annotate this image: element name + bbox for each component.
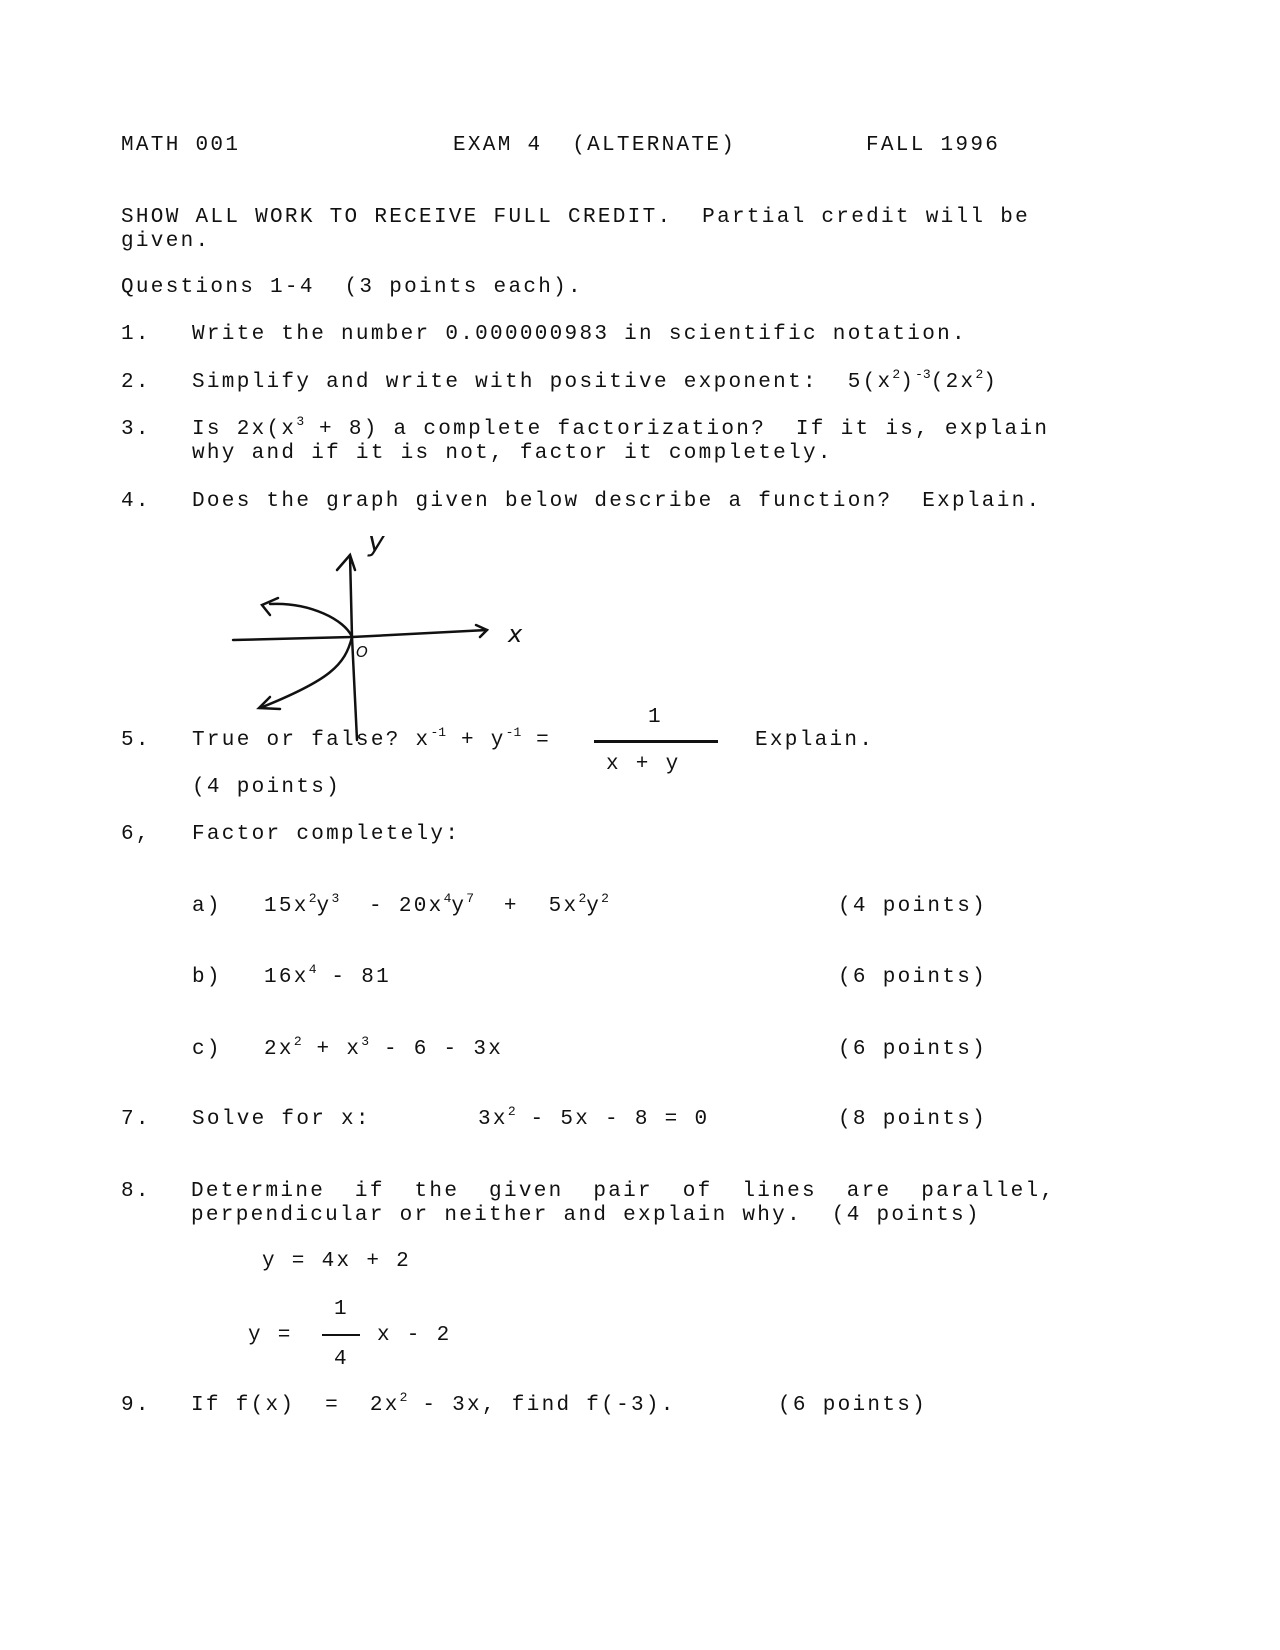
exponent: 2 — [975, 367, 984, 382]
text-segment: 2x — [264, 1038, 294, 1061]
exponent: 2 — [507, 1104, 516, 1119]
x-axis — [233, 630, 487, 640]
exam-term: FALL 1996 — [866, 134, 1001, 157]
course-name: MATH 001 — [121, 134, 241, 157]
text-segment: - 3x, find f(-3). — [407, 1394, 676, 1417]
q7-number: 7. — [121, 1108, 151, 1131]
q1-number: 1. — [121, 323, 151, 346]
q9-number: 9. — [121, 1394, 151, 1417]
graph-y-label: y — [368, 525, 387, 558]
q3-line2: why and if it is not, factor it completely. — [192, 442, 833, 465]
q6-text: Factor completely: — [192, 823, 461, 846]
q6-number: 6, — [121, 823, 151, 846]
q6a-expr — [264, 891, 609, 919]
curve-arrow-top-icon — [262, 598, 278, 615]
exponent: 4 — [308, 962, 317, 977]
exponent: -1 — [430, 725, 447, 740]
exponent: 4 — [443, 891, 452, 906]
q8-eq2-numerator: 1 — [334, 1298, 349, 1321]
q5-denominator: x + y — [606, 753, 681, 776]
exponent: 2 — [399, 1390, 408, 1405]
q9-text — [191, 1390, 676, 1418]
exponent: 7 — [466, 891, 475, 906]
q3-number: 3. — [121, 418, 151, 441]
exponent: 3 — [296, 414, 305, 429]
graph-origin-label: O — [356, 643, 371, 661]
q8-fraction-bar — [322, 1334, 360, 1336]
text-segment: + 8) a complete factorization? If it is, explain — [304, 418, 1050, 441]
text-segment: - 81 — [316, 966, 392, 989]
exponent: 2 — [892, 367, 901, 382]
text-segment: - 5x - 8 = 0 — [515, 1108, 710, 1131]
q7-text: Solve for x: — [192, 1108, 371, 1131]
graph-curve — [260, 604, 352, 708]
section-note: Questions 1-4 (3 points each). — [121, 276, 583, 299]
text-segment: True or false? x — [192, 729, 431, 752]
text-segment: Is 2x(x — [192, 418, 297, 441]
q5-fraction-bar — [594, 740, 718, 743]
instructions-line2: given. — [121, 230, 211, 253]
q5-text — [192, 725, 552, 753]
exponent: 2 — [308, 891, 317, 906]
text-segment: y — [316, 895, 332, 918]
text-segment: ) — [983, 371, 999, 394]
text-segment: - 20x — [339, 895, 444, 918]
text-segment: Simplify and write with positive exponent: 5(x — [192, 371, 893, 394]
text-segment: ) — [900, 371, 916, 394]
q4-number: 4. — [121, 490, 151, 513]
exponent: -1 — [505, 725, 522, 740]
text-segment: y — [451, 895, 467, 918]
q5-numerator: 1 — [648, 706, 663, 729]
q8-number: 8. — [121, 1180, 151, 1203]
text-segment: 16x — [264, 966, 309, 989]
exponent: -3 — [915, 367, 931, 382]
q5-number: 5. — [121, 729, 151, 752]
text-segment: + x — [301, 1038, 362, 1061]
q7-expr — [478, 1104, 710, 1132]
q2-number: 2. — [121, 371, 151, 394]
q6b-points: (6 points) — [838, 966, 988, 989]
q6a-label: a) — [192, 895, 222, 918]
q6c-points: (6 points) — [838, 1038, 988, 1061]
q6c-expr — [264, 1034, 504, 1062]
q8-line2: perpendicular or neither and explain why. (4 points) — [191, 1204, 981, 1227]
text-segment: 15x — [264, 895, 309, 918]
q8-eq2-rhs: x - 2 — [377, 1324, 452, 1347]
q6c-label: c) — [192, 1038, 222, 1061]
q6b-label: b) — [192, 966, 222, 989]
text-segment: If f(x) = 2x — [191, 1394, 400, 1417]
q5-points: (4 points) — [192, 776, 342, 799]
text-segment: = — [521, 729, 552, 752]
q7-points: (8 points) — [838, 1108, 988, 1131]
q1-text: Write the number 0.000000983 in scientific notation. — [192, 323, 967, 346]
q8-line1: Determine if the given pair of lines are parallel, — [191, 1180, 1056, 1203]
exponent: 2 — [601, 891, 609, 906]
q9-points: (6 points) — [778, 1394, 928, 1417]
q8-eq2-lhs: y = — [248, 1324, 293, 1347]
q6b-expr — [264, 962, 392, 990]
text-segment: y — [586, 895, 602, 918]
exponent: 2 — [578, 891, 587, 906]
text-segment: 3x — [478, 1108, 508, 1131]
exponent: 3 — [331, 891, 340, 906]
y-axis-arrow-icon — [337, 555, 355, 570]
text-segment: + 5x — [474, 895, 579, 918]
exam-title: EXAM 4 (ALTERNATE) — [453, 134, 737, 157]
text-segment: + y — [446, 729, 506, 752]
q8-eq1: y = 4x + 2 — [262, 1250, 412, 1273]
text-segment: - 6 - 3x — [369, 1038, 504, 1061]
q5-explain: Explain. — [755, 729, 875, 752]
exponent: 3 — [361, 1034, 370, 1049]
q8-eq2-denominator: 4 — [334, 1348, 349, 1371]
exponent: 2 — [293, 1034, 302, 1049]
q4-text: Does the graph given below describe a function? Explain. — [192, 490, 1042, 513]
text-segment: (2x — [930, 371, 976, 394]
graph-x-label: x — [508, 620, 525, 648]
q6a-points: (4 points) — [838, 895, 988, 918]
instructions-line1: SHOW ALL WORK TO RECEIVE FULL CREDIT. Partial credit will be — [121, 206, 1031, 229]
